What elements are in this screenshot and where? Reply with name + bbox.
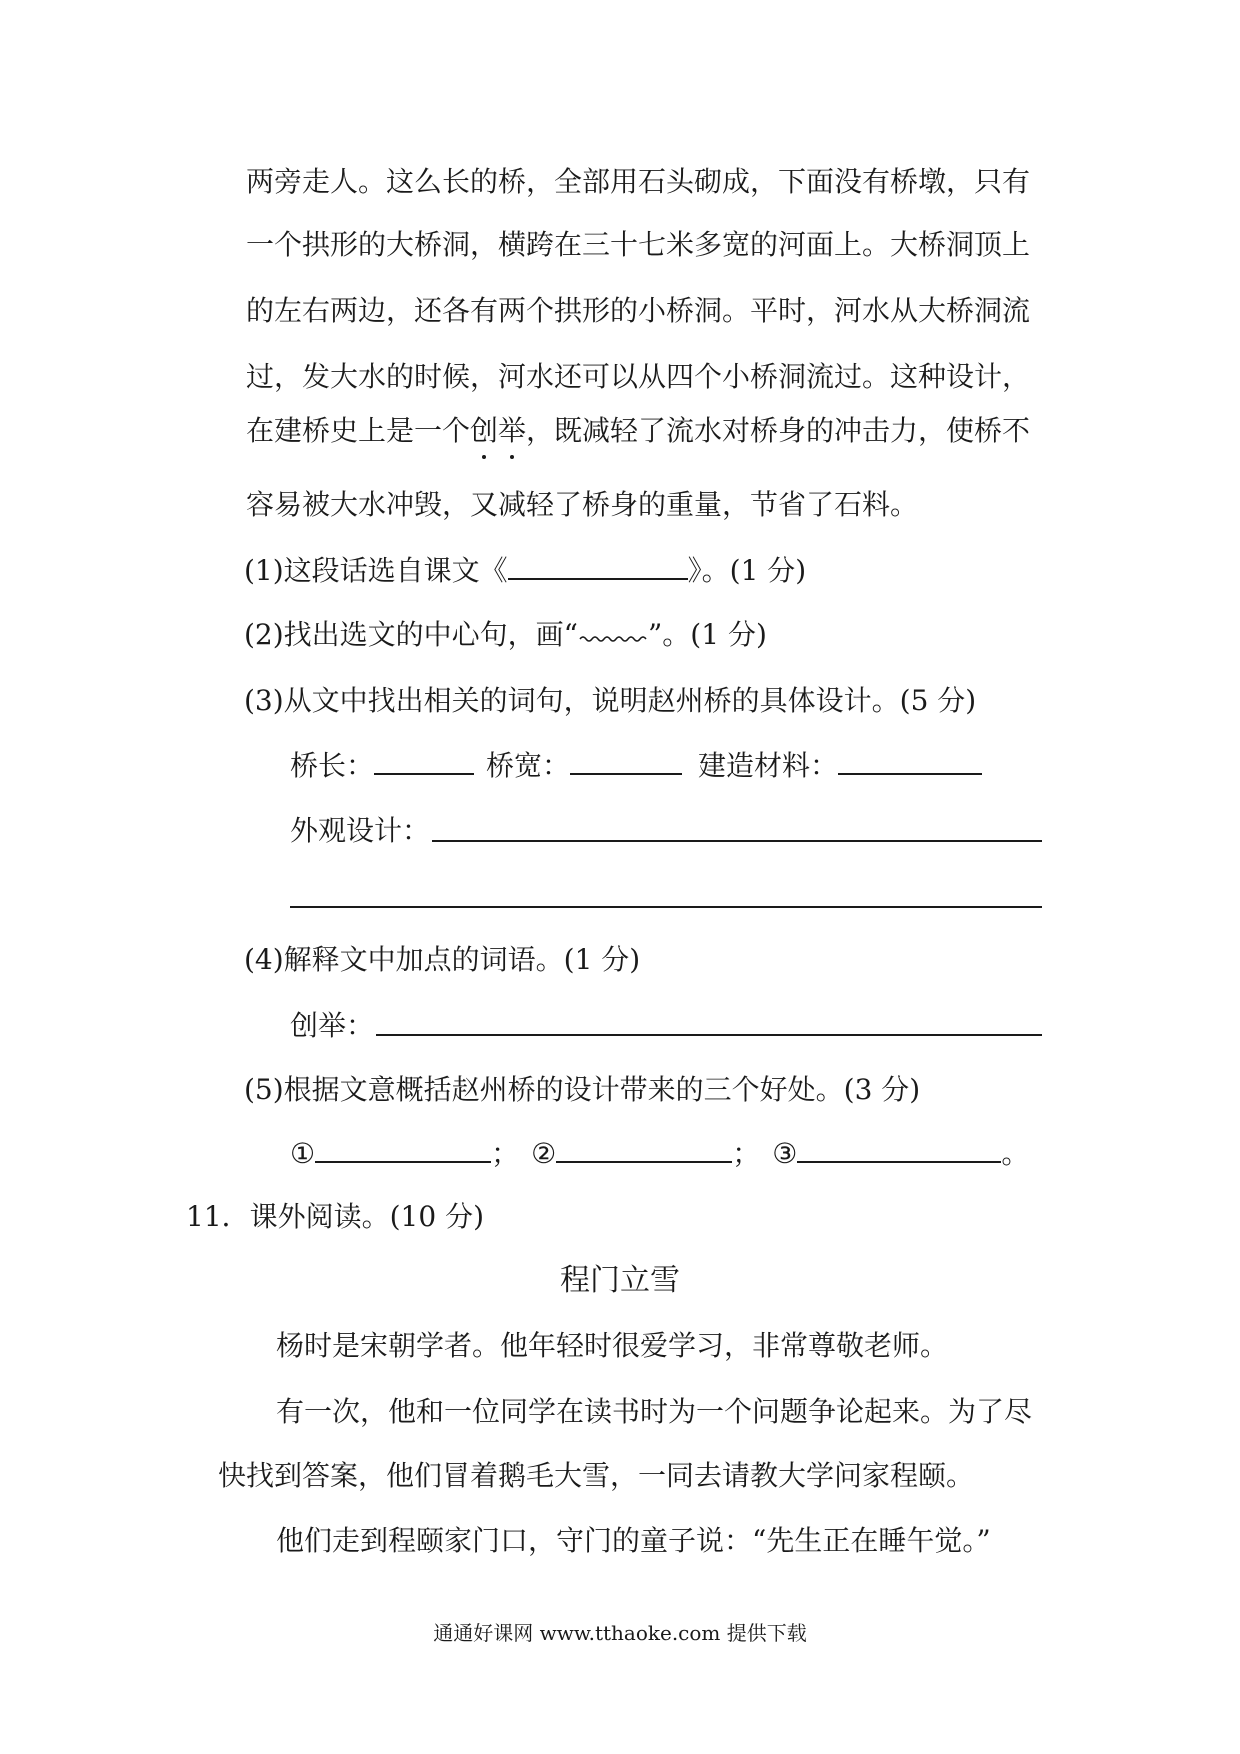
passage-line-3: 的左右两边，还各有两个拱形的小桥洞。平时，河水从大桥洞流: [246, 294, 1031, 327]
question-3: (3)从文中找出相关的词句，说明赵州桥的具体设计。(5 分): [244, 684, 977, 717]
passage-line-5: [246, 411, 1030, 451]
appearance-label: 外观设计：: [290, 814, 431, 847]
passage-line-2: 一个拱形的大桥洞，横跨在三十七米多宽的河面上。大桥洞顶上: [246, 228, 1031, 261]
end-mark: 。: [1001, 1137, 1030, 1170]
material-label: 建造材料：: [698, 749, 839, 782]
passage-line-6: 容易被大水冲毁，又减轻了桥身的重量，节省了石料。: [246, 488, 919, 521]
question-4: (4)解释文中加点的词语。(1 分): [244, 943, 641, 976]
question-5-answers: [290, 1134, 1029, 1174]
benefit-blank-1[interactable]: [315, 1135, 491, 1163]
passage-line-1: 两旁走人。这么长的桥，全部用石头砌成，下面没有桥墩，只有: [246, 165, 1031, 198]
appearance-blank-line-2[interactable]: [290, 906, 1042, 908]
answer-mark-2: ②: [531, 1137, 557, 1170]
wavy-underline-icon: [578, 630, 648, 644]
section-11-heading: 11．课外阅读。(10 分): [186, 1200, 485, 1233]
bridge-width-blank[interactable]: [570, 747, 682, 775]
answer-mark-1: ①: [290, 1137, 316, 1170]
question-5: (5)根据文意概括赵州桥的设计带来的三个好处。(3 分): [244, 1073, 921, 1106]
story-title: 程门立雪: [560, 1263, 680, 1298]
material-blank[interactable]: [838, 747, 982, 775]
benefit-blank-2[interactable]: [556, 1135, 732, 1163]
separator: ；: [732, 1137, 761, 1170]
dotted-char: 创: [470, 411, 498, 451]
story-paragraph-1: 杨时是宋朝学者。他年轻时很爱学习，非常尊敬老师。: [276, 1329, 949, 1362]
question-2: [244, 615, 767, 655]
question-1-points: 》。(1 分): [687, 554, 807, 587]
page-footer: 通通好课网 www.tthaoke.com 提供下载: [433, 1621, 807, 1645]
story-paragraph-2-line-2: 快找到答案，他们冒着鹅毛大雪，一同去请教大学问家程颐。: [218, 1459, 975, 1492]
term-definition-blank[interactable]: [376, 1034, 1042, 1036]
bridge-width-label: 桥宽：: [486, 749, 571, 782]
question-2-points: ”。(1 分): [647, 618, 767, 651]
question-1-text: (1)这段话选自课文《: [244, 554, 508, 587]
story-paragraph-2-line-1: 有一次，他和一位同学在读书时为一个问题争论起来。为了尽: [276, 1395, 1033, 1428]
bridge-length-label: 桥长：: [290, 749, 375, 782]
benefit-blank-3[interactable]: [797, 1135, 1001, 1163]
passage-line-4: 过，发大水的时候，河水还可以从四个小桥洞流过。这种设计，: [246, 360, 1031, 393]
bridge-length-blank[interactable]: [374, 747, 474, 775]
passage-line-5-start: 在建桥史上是一个: [246, 414, 471, 447]
term-label: 创举：: [290, 1009, 375, 1042]
story-paragraph-3: 他们走到程颐家门口，守门的童子说：“先生正在睡午觉。”: [276, 1524, 991, 1557]
question-4-row: [290, 1006, 374, 1046]
dotted-char: 举: [498, 411, 526, 451]
question-1: [244, 551, 806, 591]
question-2-text: (2)找出选文的中心句，画“: [244, 618, 578, 651]
question-3-row-1: [290, 746, 982, 786]
separator: ；: [491, 1137, 520, 1170]
question-3-row-2: [290, 811, 430, 851]
passage-line-5-end: ，既减轻了流水对桥身的冲击力，使桥不: [526, 414, 1031, 447]
answer-blank-q1[interactable]: [508, 552, 688, 580]
appearance-blank[interactable]: [432, 840, 1042, 842]
answer-mark-3: ③: [772, 1137, 798, 1170]
